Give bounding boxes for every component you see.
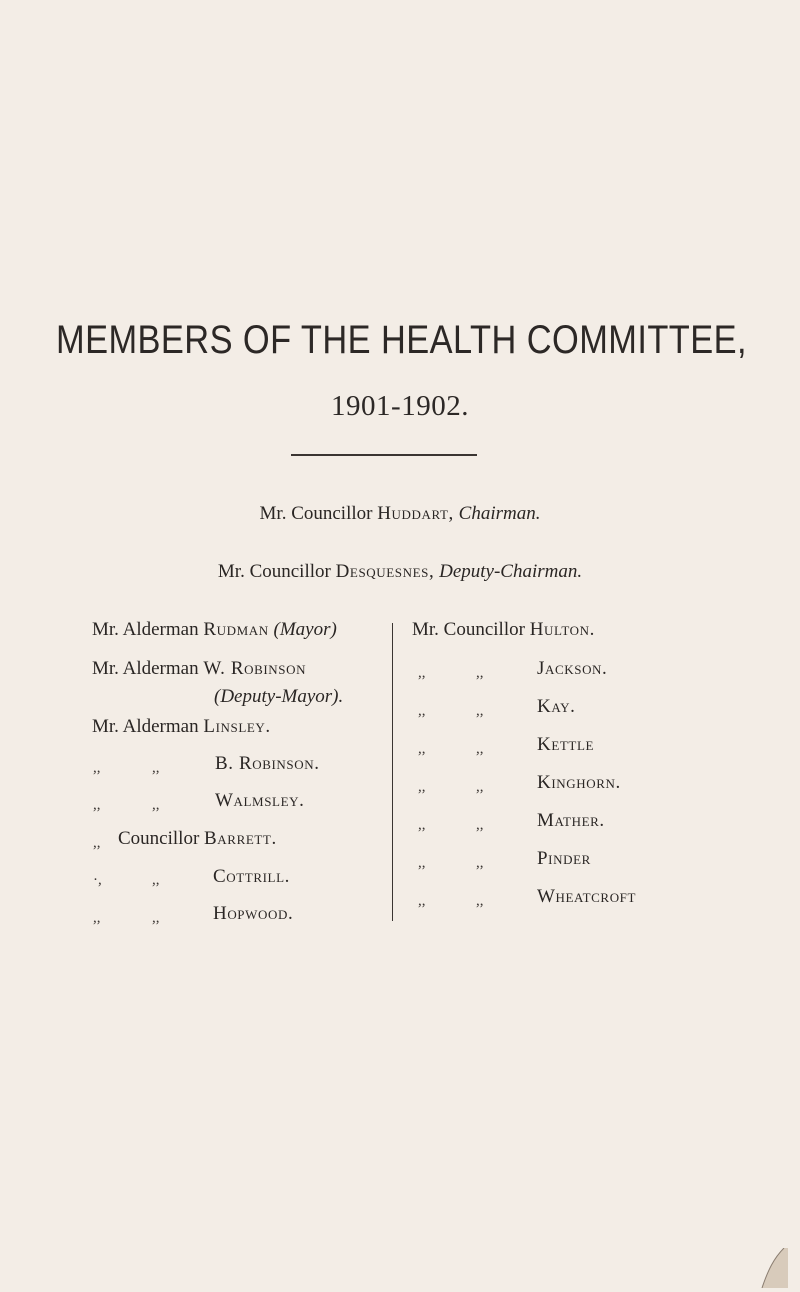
ditto-mark: ,,	[476, 703, 484, 719]
member-kettle: Kettle	[537, 734, 595, 755]
ditto-mark: ,,	[418, 741, 426, 757]
ditto-mark: ,,	[476, 893, 484, 909]
member-name: Linsley.	[203, 716, 271, 737]
member-prefix: Mr. Alderman	[92, 619, 199, 640]
ditto-mark: ,,	[152, 760, 160, 776]
ditto-mark: ,,	[476, 665, 484, 681]
member-name: Barrett.	[204, 828, 277, 849]
member-prefix: Mr. Alderman	[92, 716, 199, 737]
member-hulton	[412, 619, 595, 641]
chairman-line	[0, 503, 800, 525]
ditto-mark: ,,	[476, 741, 484, 757]
member-name: Hulton.	[529, 619, 595, 640]
ditto-mark: ,,	[476, 779, 484, 795]
chairman-name: Huddart,	[377, 503, 454, 524]
member-barrett	[118, 828, 277, 850]
ditto-mark: ,,	[418, 893, 426, 909]
deputy-chairman-line	[0, 561, 800, 583]
member-name: W. Robinson	[203, 658, 307, 679]
member-walmsley: Walmsley.	[215, 790, 305, 811]
ditto-mark: ,,	[418, 665, 426, 681]
member-kinghorn: Kinghorn.	[537, 772, 621, 793]
member-mather: Mather.	[537, 810, 605, 831]
member-wheatcroft: Wheatcroft	[537, 886, 637, 907]
member-prefix: Mr. Councillor	[412, 619, 525, 640]
ditto-mark: ,,	[93, 797, 101, 813]
member-role: (Deputy-Mayor).	[214, 686, 344, 707]
member-rudman	[92, 619, 337, 641]
member-cottrill: Cottrill.	[213, 866, 290, 887]
member-hopwood: Hopwood.	[213, 903, 294, 924]
ditto-mark: ,,	[418, 779, 426, 795]
ditto-mark: ,,	[476, 817, 484, 833]
ditto-mark: ,,	[418, 855, 426, 871]
page-corner-curl-icon	[760, 1248, 788, 1288]
member-b-robinson: B. Robinson.	[215, 753, 320, 774]
ditto-mark: ,,	[418, 703, 426, 719]
ditto-mark: ,,	[93, 760, 101, 776]
column-divider	[392, 623, 393, 921]
member-w-robinson	[92, 658, 306, 680]
ditto-mark: ,,	[93, 835, 101, 851]
ditto-mark: ,,	[152, 872, 160, 888]
page-title: MEMBERS OF THE HEALTH COMMITTEE,	[56, 318, 747, 362]
deputy-chairman-name: Desquesnes,	[335, 561, 435, 582]
member-role: (Mayor)	[273, 619, 337, 640]
deputy-chairman-prefix: Mr. Councillor	[217, 561, 331, 582]
member-jackson: Jackson.	[537, 658, 608, 679]
chairman-role: Chairman.	[458, 503, 541, 524]
member-kay: Kay.	[537, 696, 576, 717]
chairman-prefix: Mr. Councillor	[259, 503, 373, 524]
ditto-mark: ,,	[152, 910, 160, 926]
divider-rule	[291, 454, 477, 456]
ditto-mark: ·,	[93, 872, 102, 888]
member-prefix: Mr. Alderman	[92, 658, 199, 679]
year-range: 1901-1902.	[331, 390, 469, 422]
member-prefix: Councillor	[118, 828, 200, 849]
member-linsley	[92, 716, 271, 738]
deputy-chairman-role: Deputy-Chairman.	[439, 561, 583, 582]
member-name: Rudman	[203, 619, 269, 640]
ditto-mark: ,,	[152, 797, 160, 813]
ditto-mark: ,,	[418, 817, 426, 833]
member-pinder: Pinder	[537, 848, 591, 869]
ditto-mark: ,,	[93, 910, 101, 926]
ditto-mark: ,,	[476, 855, 484, 871]
